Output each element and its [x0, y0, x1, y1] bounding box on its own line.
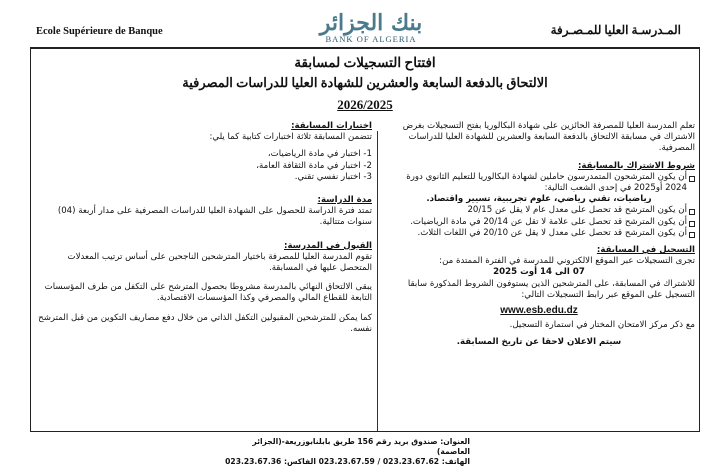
- footer-phone: الهاتف: 023.23.67.62 / 023.23.67.59 الفاكس: 023.23.67.36: [225, 457, 470, 466]
- right-column: [383, 121, 695, 349]
- school-name-french: Ecole Supérieure de Banque: [36, 26, 163, 37]
- left-column: [37, 121, 372, 335]
- exams-intro: تتضمن المسابقة ثلاثة اختبارات كتابية كما يلي:: [209, 132, 372, 143]
- admission-paragraph: تقوم المدرسة العليا للمصرفة باختيار المترشحين الناجحين على أساس ترتيب المعدلات المتحصل عليها في المسابقة.: [67, 251, 372, 274]
- registration-heading: التسجيل في المسابقة:: [596, 245, 695, 256]
- logo-english-text: BANK OF ALGERIA: [325, 34, 417, 44]
- registration-instructions: للاشتراك في المسابقة، على المترشحين الذين يستوفون الشروط المذكورة سابقا التسجيل على الموقع عبر رابط التسجيلات التالي:: [407, 278, 695, 300]
- admission-paragraph: يبقى الالتحاق النهائي بالمدرسة مشروطا بحصول المترشح على التكفل من طرف المؤسسات التابعة للقطاع المالي والمصرفي وكذا المؤسسات الاقتصادية.: [44, 282, 372, 304]
- condition-item: أن يكون المترشح قد تحصل على علامة لا تقل عن 20/14 في مادة الرياضيات.: [383, 217, 695, 228]
- exam-date-note: سيتم الاعلان لاحقا عن تاريخ المسابقة.: [456, 337, 622, 348]
- content-frame: [30, 48, 700, 432]
- condition-item: أن يكون المترشح قد تحصل على معدل لا يقل عن 20/10 في اللغات الثلاث.: [383, 228, 695, 239]
- streams-list: رياضيات، تقني رياضي، علوم تجريبية، تسيير واقتصاد.: [426, 194, 652, 205]
- admission-paragraph: كما يمكن للمترشحين المقبولين التكفل الذاتي من خلال دفع مصاريف التكوين من قبل المترشح نفسه.: [38, 312, 372, 334]
- academic-year: 2026/2025: [337, 97, 393, 112]
- bank-of-algeria-logo: [316, 10, 426, 52]
- admission-heading: القبول في المدرسة:: [284, 240, 372, 251]
- duration-heading: مدة الدراسة:: [317, 195, 372, 206]
- condition-item: أن يكون المترشحون المتمدرسون حاملين لشهادة البكالوريا للتعليم الثانوي دورة 2024 أو2025 في إحدى الشعب التالية:: [383, 172, 695, 194]
- letterhead: [30, 10, 695, 48]
- condition-item: أن يكون المترشح قد تحصل على معدل عام لا يقل عن 20/15: [383, 205, 695, 216]
- registration-dates: 07 الى 14 أوت 2025: [493, 267, 585, 278]
- column-divider: [377, 131, 378, 431]
- conditions-heading: شروط الاشتراك بالمسابقة:: [578, 160, 695, 171]
- title-line-2: الالتحاق بالدفعة السابعة والعشرين للشهادة العليا للدراسات المصرفية: [182, 75, 548, 90]
- footer-contact: [220, 437, 470, 467]
- exam-center-note: مع ذكر مركز الامتحان المختار في استمارة التسجيل.: [509, 320, 695, 331]
- logo-arabic-text: بنك الجزائر: [319, 10, 423, 36]
- registration-link[interactable]: www.esb.edu.dz: [500, 305, 578, 317]
- duration-text: تمتد فترة الدراسة للحصول على الشهادة العليا للدراسات المصرفية على مدار أربعة (04) سنوات متتالية.: [57, 206, 372, 228]
- exams-heading: اختبارات المسابقة:: [291, 121, 372, 131]
- exam-item: 2- اختبار في مادة الثقافة العامة،: [256, 160, 372, 171]
- exam-item: 1- اختبار في مادة الرياضيات،: [267, 149, 372, 160]
- exam-item: 3- اختبار نفسي تقني.: [294, 171, 372, 182]
- footer-address: العنوان: صندوق بريد رقم 156 طريق بابلنابوزريعة-(الجزائر العاصمة): [252, 437, 470, 456]
- school-name-arabic: المـدرسـة العليا للمـصـرفة: [550, 23, 681, 37]
- intro-paragraph: تعلم المدرسة العليا للمصرفة الحائزين على شهادة البكالوريا بفتح التسجيلات بغرض الاشتراك في مسابقة الالتحاق بالدفعة السابعة والعشرين للشهادة العليا للدراسات المصرفية.: [402, 121, 695, 154]
- title-line-1: افتتاح التسجيلات لمسابقة: [294, 55, 436, 70]
- registration-period: تجرى التسجيلات عبر الموقع الالكتروني للمدرسة في الفترة الممتدة من:: [439, 256, 695, 267]
